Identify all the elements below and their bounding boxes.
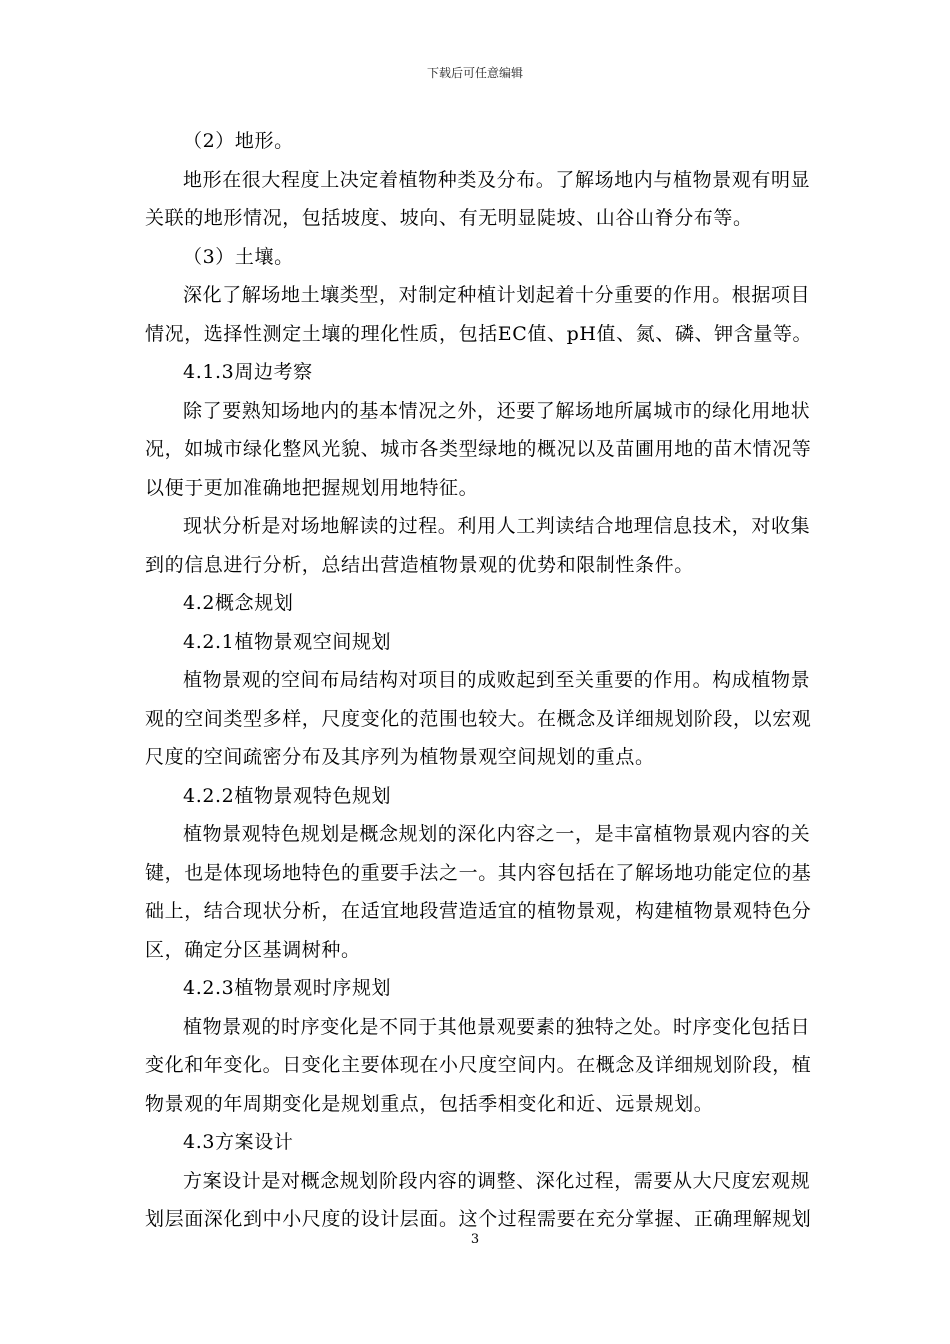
text-line: 方案设计是对概念规划阶段内容的调整、深化过程，需要从大尺度宏观规 [183, 1169, 811, 1192]
page-number: 3 [470, 1232, 480, 1247]
text-line: 键，也是体现场地特色的重要手法之一。其内容包括在了解场地功能定位的基 [145, 861, 812, 884]
text-line: 物景观的年周期变化是规划重点，包括季相变化和近、远景规划。 [145, 1092, 714, 1115]
text-line: 植物景观的时序变化是不同于其他景观要素的独特之处。时序变化包括日 [183, 1015, 811, 1038]
text-line: 尺度的空间疏密分布及其序列为植物景观空间规划的重点。 [145, 746, 655, 768]
text-line: 植物景观特色规划是概念规划的深化内容之一，是丰富植物景观内容的关 [183, 823, 811, 845]
text-line: 4.2.2植物景观特色规划 [183, 784, 392, 807]
text-line: 4.3方案设计 [183, 1131, 294, 1153]
text-line: 础上，结合现状分析，在适宜地段营造适宜的植物景观，构建植物景观特色分 [145, 900, 812, 922]
text-line: 除了要熟知场地内的基本情况之外，还要了解场地所属城市的绿化用地状 [183, 399, 811, 422]
page-header: 下载后可任意编辑 [426, 66, 523, 80]
text-line: 4.1.3周边考察 [183, 361, 313, 383]
text-line: 地形在很大程度上决定着植物种类及分布。了解场地内与植物景观有明显 [183, 168, 811, 191]
text-line: 植物景观的空间布局结构对项目的成败起到至关重要的作用。构成植物景 [183, 669, 811, 691]
text-line: 4.2.1植物景观空间规划 [183, 630, 392, 653]
text-line: 以便于更加准确地把握规划用地特征。 [145, 476, 479, 499]
text-line: 4.2.3植物景观时序规划 [183, 977, 392, 999]
text-line: （3）土壤。 [183, 245, 294, 268]
text-line: （2）地形。 [183, 130, 294, 152]
text-line: 划层面深化到中小尺度的设计层面。这个过程需要在充分掌握、正确理解规划 [145, 1208, 812, 1230]
text-line: 深化了解场地土壤类型，对制定种植计划起着十分重要的作用。根据项目 [183, 284, 811, 306]
text-line: 现状分析是对场地解读的过程。利用人工判读结合地理信息技术，对收集 [183, 515, 811, 537]
text-line: 4.2概念规划 [183, 592, 294, 614]
text-line: 观的空间类型多样，尺度变化的范围也较大。在概念及详细规划阶段，以宏观 [145, 707, 812, 730]
document-body [145, 122, 813, 1239]
text-line: 况，如城市绿化整风光貌、城市各类型绿地的概况以及苗圃用地的苗木情况等 [145, 438, 812, 460]
text-line: 关联的地形情况，包括坡度、坡向、有无明显陡坡、山谷山脊分布等。 [145, 207, 753, 229]
text-line: 变化和年变化。日变化主要体现在小尺度空间内。在概念及详细规划阶段，植 [145, 1054, 812, 1076]
text-line: 区，确定分区基调树种。 [145, 938, 361, 961]
text-line: 到的信息进行分析，总结出营造植物景观的优势和限制性条件。 [145, 553, 694, 576]
text-line: 情况，选择性测定土壤的理化性质，包括EC值、pH值、氮、磷、钾含量等。 [145, 322, 813, 345]
